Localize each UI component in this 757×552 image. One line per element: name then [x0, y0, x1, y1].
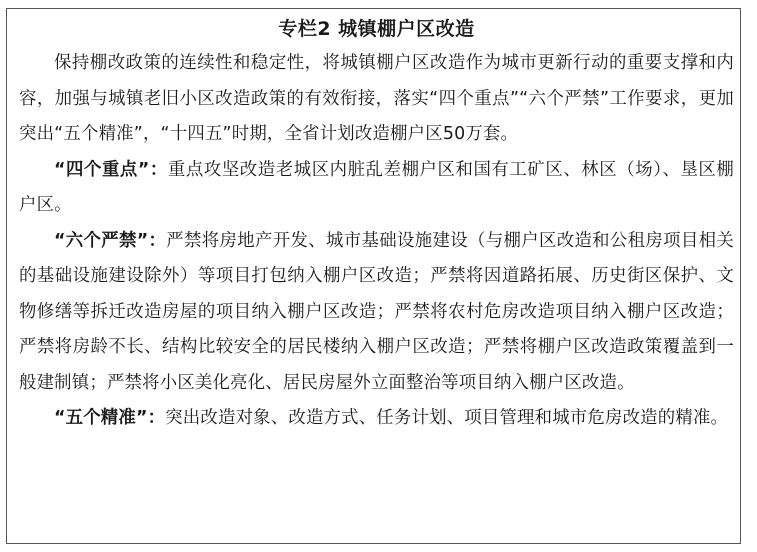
column-box — [6, 8, 741, 544]
paragraph-intro-text: 保持棚改政策的连续性和稳定性，将城镇棚户区改造作为城市更新行动的重要支撑和内容，加强与城镇老旧小区改造政策的有效衔接，落实“四个重点”“六个严禁”工作要求，更加突出“五个精准”，“十四五”时期，全省计划改造棚户区50万套。 — [19, 53, 734, 144]
five-precisions-heading: “五个精准”： — [54, 408, 166, 428]
paragraph-intro — [19, 46, 734, 153]
paragraph-six-prohibitions — [19, 224, 734, 402]
five-precisions-text: 突出改造对象、改造方式、任务计划、项目管理和城市危房改造的精准。 — [165, 408, 729, 428]
four-priorities-heading: “四个重点”： — [54, 159, 168, 180]
six-prohibitions-text: 严禁将房地产开发、城市基础设施建设（与棚户区改造和公租房项目相关的基础设施建设除外）等项目打包纳入棚户区改造；严禁将因道路拓展、历史街区保护、文物修缮等拆迁改造房屋的项目纳入棚户区改造；严禁将农村危房改造项目纳入棚户区改造；严禁将房龄不长、结构比较安全的居民楼纳入棚户区改造；严禁将棚户区改造政策覆盖到一般建制镇；严禁将小区美化亮化、居民房屋外立面整治等项目纳入棚户区改造。 — [19, 230, 734, 393]
column-title: 专栏2 城镇棚户区改造 — [278, 18, 475, 40]
four-priorities-text: 重点攻坚改造老城区内脏乱差棚户区和国有工矿区、林区（场）、垦区棚户区。 — [19, 159, 734, 215]
paragraph-four-priorities — [19, 153, 734, 224]
paragraph-five-precisions — [19, 401, 734, 437]
six-prohibitions-heading: “六个严禁”： — [54, 230, 167, 251]
